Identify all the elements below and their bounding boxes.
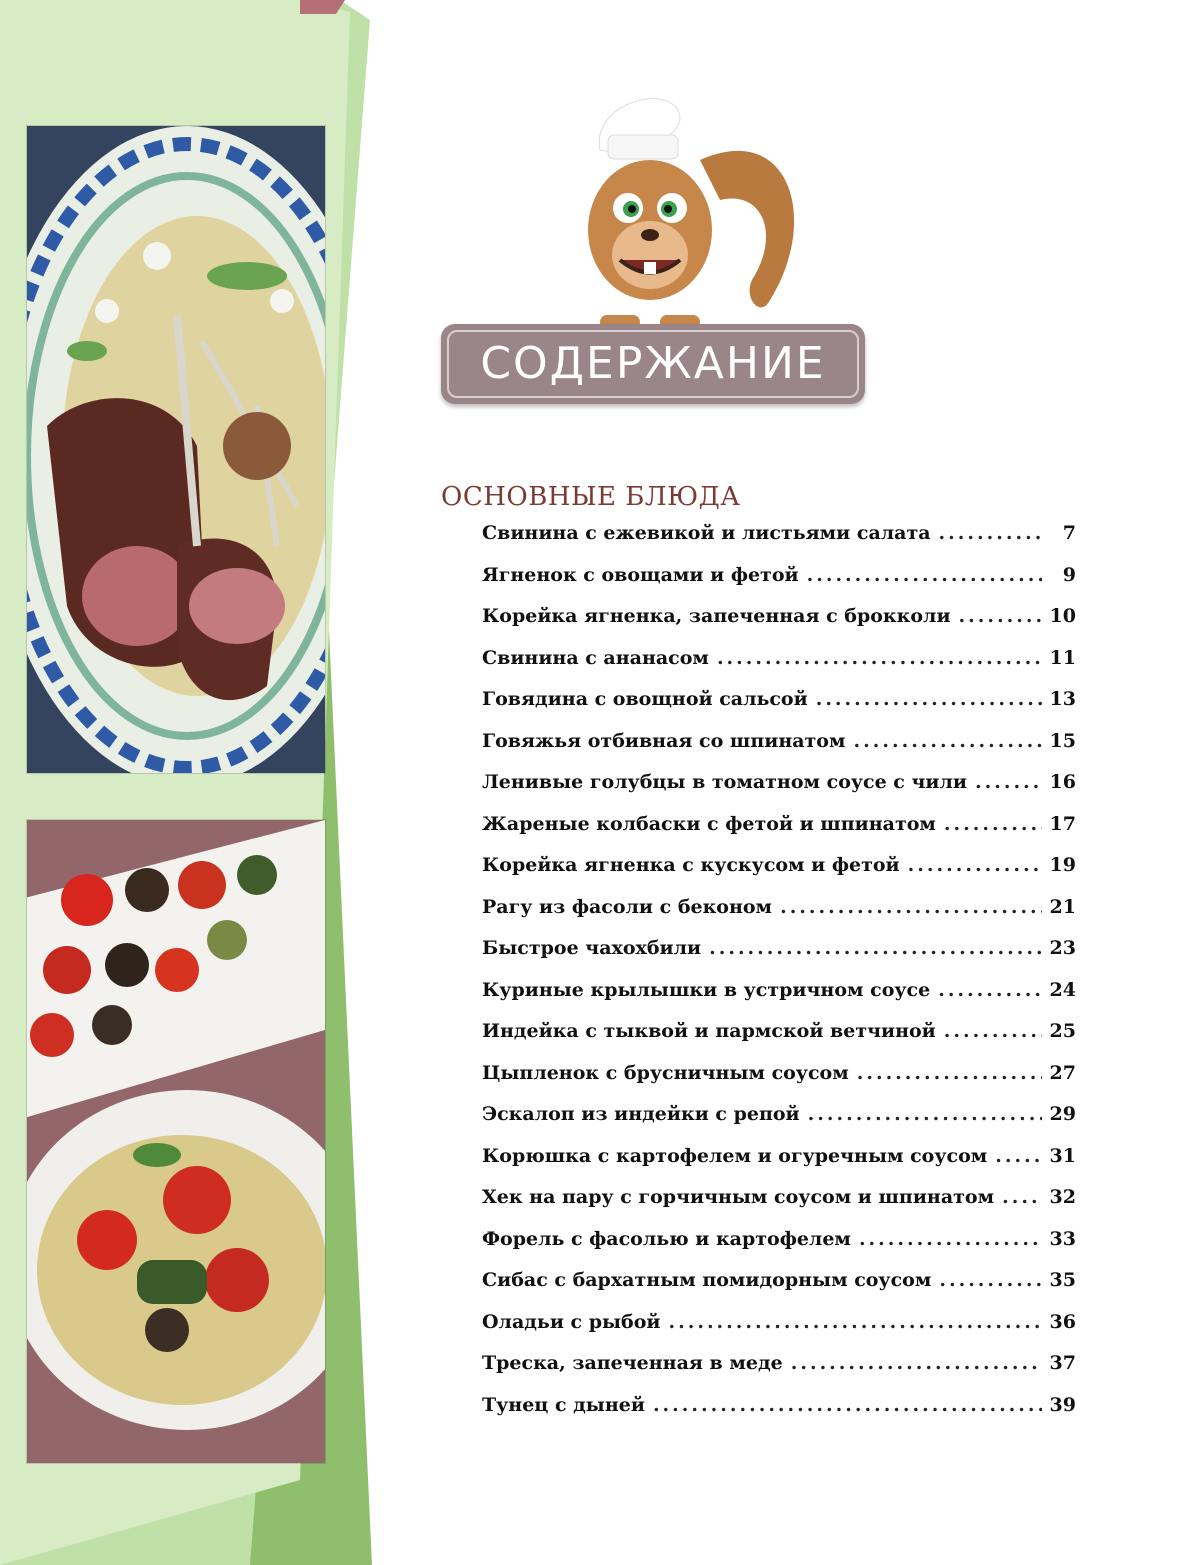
toc-item-title: Треска, запеченная в меде xyxy=(482,1352,783,1374)
lamb-rack-illustration xyxy=(27,126,325,773)
toc-item-title: Эскалоп из индейки с репой xyxy=(482,1103,800,1125)
toc-item[interactable] xyxy=(482,522,1076,564)
contents-title-plate xyxy=(441,324,865,404)
toc-item-title: Корейка ягненка с кускусом и фетой xyxy=(482,854,900,876)
toc-item-page: 19 xyxy=(1049,854,1076,876)
toc-item-page: 36 xyxy=(1049,1310,1076,1333)
section-heading: ОСНОВНЫЕ БЛЮДА xyxy=(441,482,741,512)
toc-item-page: 25 xyxy=(1049,1020,1076,1042)
toc-item-title: Тунец с дыней xyxy=(482,1393,645,1416)
toc-leader-dots xyxy=(709,937,1041,959)
toc-item[interactable] xyxy=(482,854,1076,896)
toc-leader-dots xyxy=(816,688,1042,710)
toc-item-page: 33 xyxy=(1049,1227,1076,1250)
toc-item-title: Быстрое чахохбили xyxy=(482,937,702,959)
toc-item-page: 39 xyxy=(1049,1393,1076,1416)
toc-item[interactable] xyxy=(482,1269,1076,1311)
toc-item-page: 31 xyxy=(1049,1144,1076,1167)
toc-item[interactable] xyxy=(482,647,1076,689)
toc-item[interactable] xyxy=(482,937,1076,979)
toc-item-page: 16 xyxy=(1049,771,1076,793)
toc-leader-dots xyxy=(857,1062,1042,1084)
toc-item-page: 21 xyxy=(1049,895,1076,918)
squirrel-illustration xyxy=(560,80,800,330)
toc-item[interactable] xyxy=(482,771,1076,813)
toc-item[interactable] xyxy=(482,1394,1076,1436)
vegetable-skewers-photo xyxy=(27,820,325,1463)
toc-item-title: Корейка ягненка, запеченная с брокколи xyxy=(482,605,951,627)
toc-leader-dots xyxy=(791,1352,1042,1374)
toc-item[interactable] xyxy=(482,979,1076,1021)
toc-leader-dots xyxy=(859,1228,1042,1250)
toc-leader-dots xyxy=(944,1020,1042,1042)
toc-item-title: Корюшка с картофелем и огуречным соусом xyxy=(482,1144,988,1167)
toc-item-title: Говяжья отбивная со шпинатом xyxy=(482,729,846,752)
toc-leader-dots xyxy=(807,564,1042,586)
toc-item[interactable] xyxy=(482,1186,1076,1228)
toc-item-page: 7 xyxy=(1062,522,1076,544)
toc-leader-dots xyxy=(717,647,1042,669)
toc-item-page: 15 xyxy=(1049,729,1076,752)
vegetable-skewers-illustration xyxy=(27,820,325,1463)
toc-item-title: Цыпленок с брусничным соусом xyxy=(482,1061,849,1084)
toc-item-title: Рагу из фасоли с беконом xyxy=(482,895,773,918)
toc-item[interactable] xyxy=(482,1311,1076,1353)
toc-item-title: Хек на пару с горчичным соусом и шпинатом xyxy=(482,1186,995,1208)
toc-item-title: Ягненок с овощами и фетой xyxy=(482,563,799,586)
toc-item-page: 35 xyxy=(1049,1269,1076,1291)
toc-item[interactable] xyxy=(482,1062,1076,1104)
toc-item-page: 23 xyxy=(1049,937,1076,959)
toc-item-title: Куриные крылышки в устричном соусе xyxy=(482,978,931,1001)
toc-item-title: Индейка с тыквой и пармской ветчиной xyxy=(482,1020,936,1042)
toc-item-page: 13 xyxy=(1049,688,1076,710)
toc-item[interactable] xyxy=(482,730,1076,772)
toc-leader-dots xyxy=(908,854,1042,876)
toc-item-page: 9 xyxy=(1062,563,1076,586)
toc-item-page: 27 xyxy=(1049,1061,1076,1084)
toc-item-title: Форель с фасолью и картофелем xyxy=(482,1227,851,1250)
toc-item[interactable] xyxy=(482,896,1076,938)
toc-leader-dots xyxy=(959,605,1042,627)
lamb-rack-photo xyxy=(27,126,325,773)
toc-leader-dots xyxy=(944,813,1042,835)
toc-item-title: Сибас с бархатным помидорным соусом xyxy=(482,1269,932,1291)
toc-leader-dots xyxy=(939,522,1042,544)
toc-item[interactable] xyxy=(482,1228,1076,1270)
toc-item-title: Ленивые голубцы в томатном соусе с чили xyxy=(482,771,967,793)
toc-item-title: Оладьи с рыбой xyxy=(482,1310,661,1333)
toc-item[interactable] xyxy=(482,1020,1076,1062)
toc-leader-dots xyxy=(975,771,1042,793)
toc-item[interactable] xyxy=(482,1103,1076,1145)
toc-leader-dots xyxy=(854,730,1042,752)
toc-item-page: 17 xyxy=(1049,812,1076,835)
toc-leader-dots xyxy=(995,1145,1041,1167)
toc-leader-dots xyxy=(938,979,1041,1001)
toc-item[interactable] xyxy=(482,688,1076,730)
toc-item-page: 24 xyxy=(1049,978,1076,1001)
toc-item-page: 10 xyxy=(1049,605,1076,627)
page-title: СОДЕРЖАНИЕ xyxy=(480,338,826,389)
toc-item-title: Свинина с ежевикой и листьями салата xyxy=(482,522,931,544)
toc-item[interactable] xyxy=(482,564,1076,606)
toc-leader-dots xyxy=(1002,1186,1041,1208)
toc-leader-dots xyxy=(668,1311,1041,1333)
toc-item-page: 29 xyxy=(1049,1103,1076,1125)
toc-leader-dots xyxy=(939,1269,1041,1291)
toc-item[interactable] xyxy=(482,1352,1076,1394)
toc-leader-dots xyxy=(653,1394,1042,1416)
toc-leader-dots xyxy=(780,896,1041,918)
toc-item-page: 37 xyxy=(1049,1352,1076,1374)
toc-item-title: Говядина с овощной сальсой xyxy=(482,688,808,710)
toc-item-page: 11 xyxy=(1049,646,1076,669)
table-of-contents xyxy=(482,522,1076,1435)
toc-item[interactable] xyxy=(482,1145,1076,1187)
toc-item-page: 32 xyxy=(1049,1186,1076,1208)
toc-item-title: Свинина с ананасом xyxy=(482,646,709,669)
toc-leader-dots xyxy=(808,1103,1042,1125)
toc-item[interactable] xyxy=(482,813,1076,855)
toc-item[interactable] xyxy=(482,605,1076,647)
chef-squirrel-mascot xyxy=(560,80,800,330)
toc-item-title: Жареные колбаски с фетой и шпинатом xyxy=(482,812,936,835)
